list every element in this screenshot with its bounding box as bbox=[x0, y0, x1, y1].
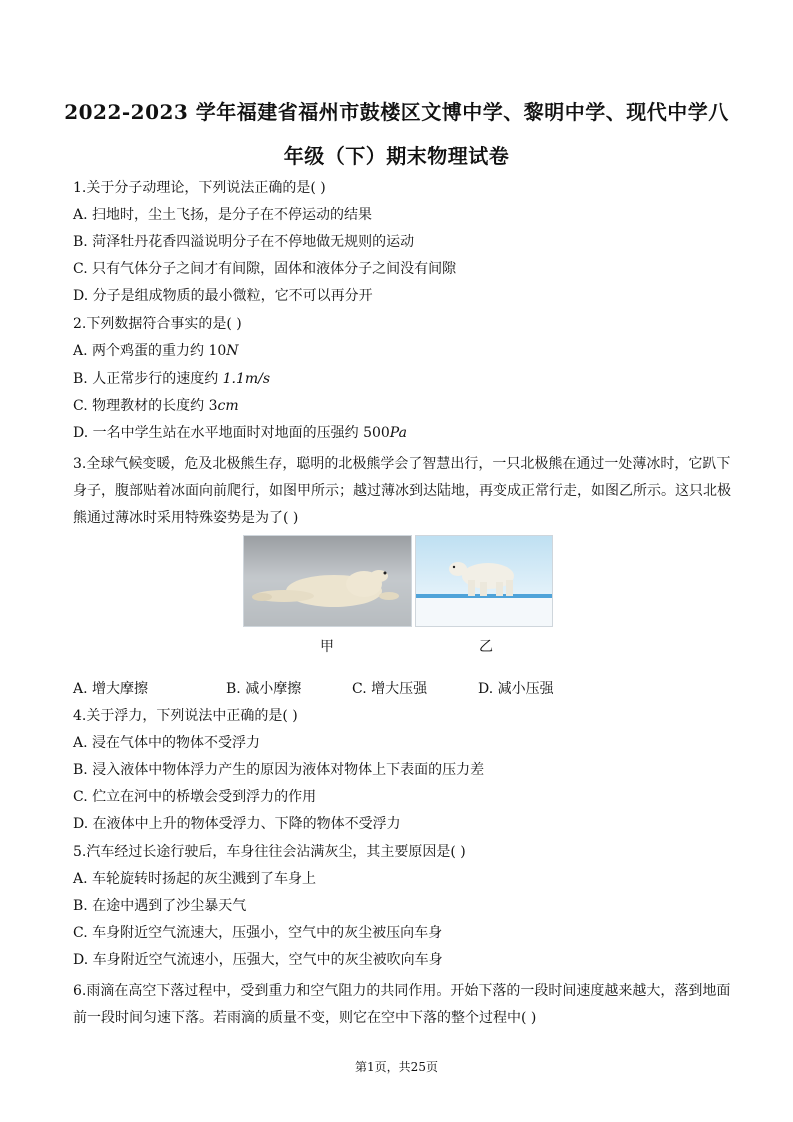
question-2-option-c-text: C. 物理教材的长度约 3 bbox=[73, 398, 218, 414]
question-2-option-a bbox=[73, 341, 743, 361]
question-2-option-d-unit: Pa bbox=[389, 425, 407, 441]
question-2-option-a-text: A. 两个鸡蛋的重力约 10 bbox=[73, 343, 227, 359]
polar-bear-crawling-image bbox=[243, 535, 412, 627]
question-5-stem: 5.汽车经过长途行驶后，车身往往会沾满灰尘，其主要原因是( ) bbox=[73, 844, 466, 860]
question-5-option-b: B. 在途中遇到了沙尘暴天气 bbox=[73, 898, 247, 914]
exam-title-line-2: 年级（下）期末物理试卷 bbox=[283, 144, 510, 168]
question-2-option-d-text: D. 一名中学生站在水平地面时对地面的压强约 500 bbox=[73, 425, 390, 441]
question-5-option-a: A. 车轮旋转时扬起的灰尘溅到了车身上 bbox=[73, 871, 317, 887]
polar-bear-crawling-illustration bbox=[244, 536, 411, 626]
question-4-option-c: C. 伫立在河中的桥墩会受到浮力的作用 bbox=[73, 789, 317, 805]
question-5-option-d: D. 车身附近空气流速小，压强大，空气中的灰尘被吹向车身 bbox=[73, 952, 443, 968]
question-4-stem: 4.关于浮力，下列说法中正确的是( ) bbox=[73, 708, 298, 724]
question-1-stem: 1.关于分子动理论，下列说法正确的是( ) bbox=[73, 180, 326, 196]
question-3-option-a: A. 增大摩擦 bbox=[73, 681, 149, 697]
question-1-option-b: B. 菏泽牡丹花香四溢说明分子在不停地做无规则的运动 bbox=[73, 234, 415, 250]
question-5-option-c: C. 车身附近空气流速大，压强小，空气中的灰尘被压向车身 bbox=[73, 925, 443, 941]
question-1-option-d: D. 分子是组成物质的最小微粒，它不可以再分开 bbox=[73, 288, 373, 304]
polar-bear-standing-image bbox=[415, 535, 553, 627]
question-4-option-b: B. 浸入液体中物体浮力产生的原因为液体对物体上下表面的压力差 bbox=[73, 762, 485, 778]
question-6-stem: 6.雨滴在高空下落过程中，受到重力和空气阻力的共同作用。开始下落的一段时间速度越来越大，落到地面前一段时间匀速下落。若雨滴的质量不变，则它在空中下落的整个过程中( ) bbox=[73, 983, 731, 1026]
question-2-option-d bbox=[73, 423, 743, 443]
question-3-option-d: D. 减小压强 bbox=[478, 681, 554, 697]
polar-bear-standing-illustration bbox=[416, 536, 552, 626]
figure-caption-yi: 乙 bbox=[479, 639, 493, 655]
question-3-option-c: C. 增大压强 bbox=[352, 681, 428, 697]
question-2-option-b-unit: 1.1m/s bbox=[222, 371, 271, 387]
figure-caption-jia: 甲 bbox=[320, 639, 334, 655]
question-4-option-a: A. 浸在气体中的物体不受浮力 bbox=[73, 735, 261, 751]
question-2-option-b-text: B. 人正常步行的速度约 bbox=[73, 371, 223, 387]
question-3-stem: 3.全球气候变暖，危及北极熊生存，聪明的北极熊学会了智慧出行，一只北极熊在通过一处薄冰时，它趴下身子，腹部贴着冰面向前爬行，如图甲所示；越过薄冰到达陆地，再变成正常行走，如图乙所示。这只北极熊通过薄冰时采用特殊姿势是为了( ) bbox=[73, 456, 731, 526]
question-4-option-d: D. 在液体中上升的物体受浮力、下降的物体不受浮力 bbox=[73, 816, 401, 832]
question-2-option-c-unit: cm bbox=[217, 398, 239, 414]
question-1-option-a: A. 扫地时，尘土飞扬，是分子在不停运动的结果 bbox=[73, 207, 373, 223]
question-2-option-a-unit: N bbox=[226, 343, 239, 359]
question-2-stem: 2.下列数据符合事实的是( ) bbox=[73, 316, 242, 332]
question-1-option-c: C. 只有气体分子之间才有间隙，固体和液体分子之间没有间隙 bbox=[73, 261, 457, 277]
page-footer: 第1页，共25页 bbox=[355, 1060, 438, 1074]
question-2-option-c bbox=[73, 396, 743, 416]
question-2-option-b bbox=[73, 369, 743, 389]
exam-title-line-1: 2022-2023 学年福建省福州市鼓楼区文博中学、黎明中学、现代中学八 bbox=[64, 100, 729, 124]
question-3-option-b: B. 减小摩擦 bbox=[226, 681, 302, 697]
